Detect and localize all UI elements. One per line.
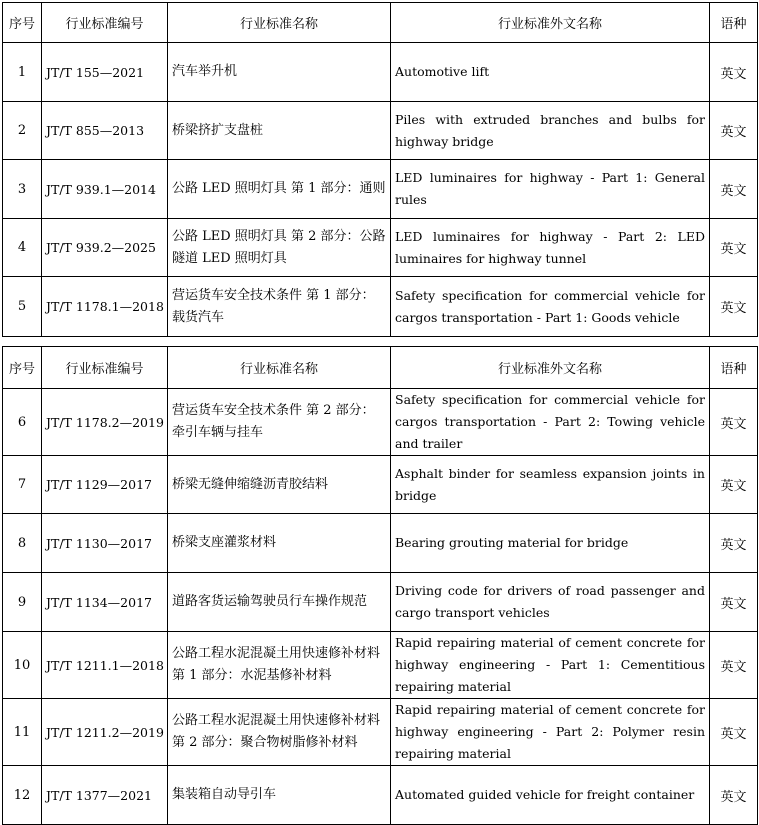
row-name: 营运货车安全技术条件 第 2 部分：牵引车辆与挂车	[168, 389, 391, 456]
table-header-row	[3, 3, 758, 43]
header-no: 序号	[3, 3, 42, 43]
row-name: 桥梁挤扩支盘桩	[168, 102, 391, 160]
standards-table-part-1	[2, 2, 758, 337]
row-code: JT/T 1211.1—2018	[42, 632, 168, 699]
row-language: 英文	[710, 514, 758, 573]
row-code: JT/T 1134—2017	[42, 573, 168, 632]
row-language: 英文	[710, 699, 758, 766]
table-row	[3, 389, 758, 456]
table-row	[3, 219, 758, 277]
row-name: 营运货车安全技术条件 第 1 部分：载货汽车	[168, 277, 391, 337]
table-row	[3, 573, 758, 632]
row-foreign-name: Safety specification for commercial vehicle for cargos transportation - Part 1: Goods vehicle	[391, 277, 710, 337]
header-language: 语种	[710, 3, 758, 43]
table-row	[3, 632, 758, 699]
row-foreign-name: Automotive lift	[391, 43, 710, 102]
row-code: JT/T 855—2013	[42, 102, 168, 160]
table-row	[3, 102, 758, 160]
row-language: 英文	[710, 277, 758, 337]
row-code: JT/T 1178.1—2018	[42, 277, 168, 337]
row-language: 英文	[710, 766, 758, 825]
row-foreign-name: Rapid repairing material of cement concrete for highway engineering - Part 2: Polymer resin repairing material	[391, 699, 710, 766]
row-code: JT/T 939.2—2025	[42, 219, 168, 277]
row-no: 2	[3, 102, 42, 160]
row-code: JT/T 155—2021	[42, 43, 168, 102]
row-foreign-name: Automated guided vehicle for freight container	[391, 766, 710, 825]
row-name: 桥梁无缝伸缩缝沥青胶结料	[168, 456, 391, 514]
table-row	[3, 699, 758, 766]
header-code: 行业标准编号	[42, 347, 168, 389]
row-language: 英文	[710, 43, 758, 102]
row-foreign-name: Driving code for drivers of road passenger and cargo transport vehicles	[391, 573, 710, 632]
row-foreign-name: Bearing grouting material for bridge	[391, 514, 710, 573]
header-name: 行业标准名称	[168, 3, 391, 43]
row-no: 3	[3, 160, 42, 219]
row-name: 集装箱自动导引车	[168, 766, 391, 825]
row-language: 英文	[710, 456, 758, 514]
row-foreign-name: Rapid repairing material of cement concrete for highway engineering - Part 1: Cementitious repairing material	[391, 632, 710, 699]
row-no: 8	[3, 514, 42, 573]
row-foreign-name: Asphalt binder for seamless expansion joints in bridge	[391, 456, 710, 514]
row-name: 公路 LED 照明灯具 第 1 部分：通则	[168, 160, 391, 219]
row-no: 7	[3, 456, 42, 514]
row-foreign-name: Piles with extruded branches and bulbs for highway bridge	[391, 102, 710, 160]
row-name: 公路 LED 照明灯具 第 2 部分：公路隧道 LED 照明灯具	[168, 219, 391, 277]
row-no: 6	[3, 389, 42, 456]
row-code: JT/T 1129—2017	[42, 456, 168, 514]
row-foreign-name: LED luminaires for highway - Part 2: LED luminaires for highway tunnel	[391, 219, 710, 277]
row-name: 汽车举升机	[168, 43, 391, 102]
row-language: 英文	[710, 573, 758, 632]
header-code: 行业标准编号	[42, 3, 168, 43]
row-foreign-name: Safety specification for commercial vehicle for cargos transportation - Part 2: Towing vehicle and trailer	[391, 389, 710, 456]
header-foreign-name: 行业标准外文名称	[391, 3, 710, 43]
page-break-gap	[0, 338, 759, 346]
row-no: 4	[3, 219, 42, 277]
row-no: 5	[3, 277, 42, 337]
row-no: 12	[3, 766, 42, 825]
row-code: JT/T 1377—2021	[42, 766, 168, 825]
table-row	[3, 160, 758, 219]
row-name: 公路工程水泥混凝土用快速修补材料 第 2 部分：聚合物树脂修补材料	[168, 699, 391, 766]
standards-table-part-2	[2, 346, 758, 825]
table-row	[3, 277, 758, 337]
table-row	[3, 766, 758, 825]
row-name: 公路工程水泥混凝土用快速修补材料 第 1 部分：水泥基修补材料	[168, 632, 391, 699]
row-no: 1	[3, 43, 42, 102]
header-no: 序号	[3, 347, 42, 389]
row-language: 英文	[710, 160, 758, 219]
row-language: 英文	[710, 389, 758, 456]
table-header-row	[3, 347, 758, 389]
header-language: 语种	[710, 347, 758, 389]
row-code: JT/T 939.1—2014	[42, 160, 168, 219]
row-code: JT/T 1130—2017	[42, 514, 168, 573]
header-name: 行业标准名称	[168, 347, 391, 389]
row-no: 9	[3, 573, 42, 632]
table-row	[3, 456, 758, 514]
row-name: 道路客货运输驾驶员行车操作规范	[168, 573, 391, 632]
row-code: JT/T 1178.2—2019	[42, 389, 168, 456]
table-row	[3, 514, 758, 573]
table-row	[3, 43, 758, 102]
row-language: 英文	[710, 632, 758, 699]
row-code: JT/T 1211.2—2019	[42, 699, 168, 766]
row-no: 11	[3, 699, 42, 766]
row-foreign-name: LED luminaires for highway - Part 1: General rules	[391, 160, 710, 219]
row-language: 英文	[710, 219, 758, 277]
row-name: 桥梁支座灌浆材料	[168, 514, 391, 573]
row-language: 英文	[710, 102, 758, 160]
row-no: 10	[3, 632, 42, 699]
header-foreign-name: 行业标准外文名称	[391, 347, 710, 389]
